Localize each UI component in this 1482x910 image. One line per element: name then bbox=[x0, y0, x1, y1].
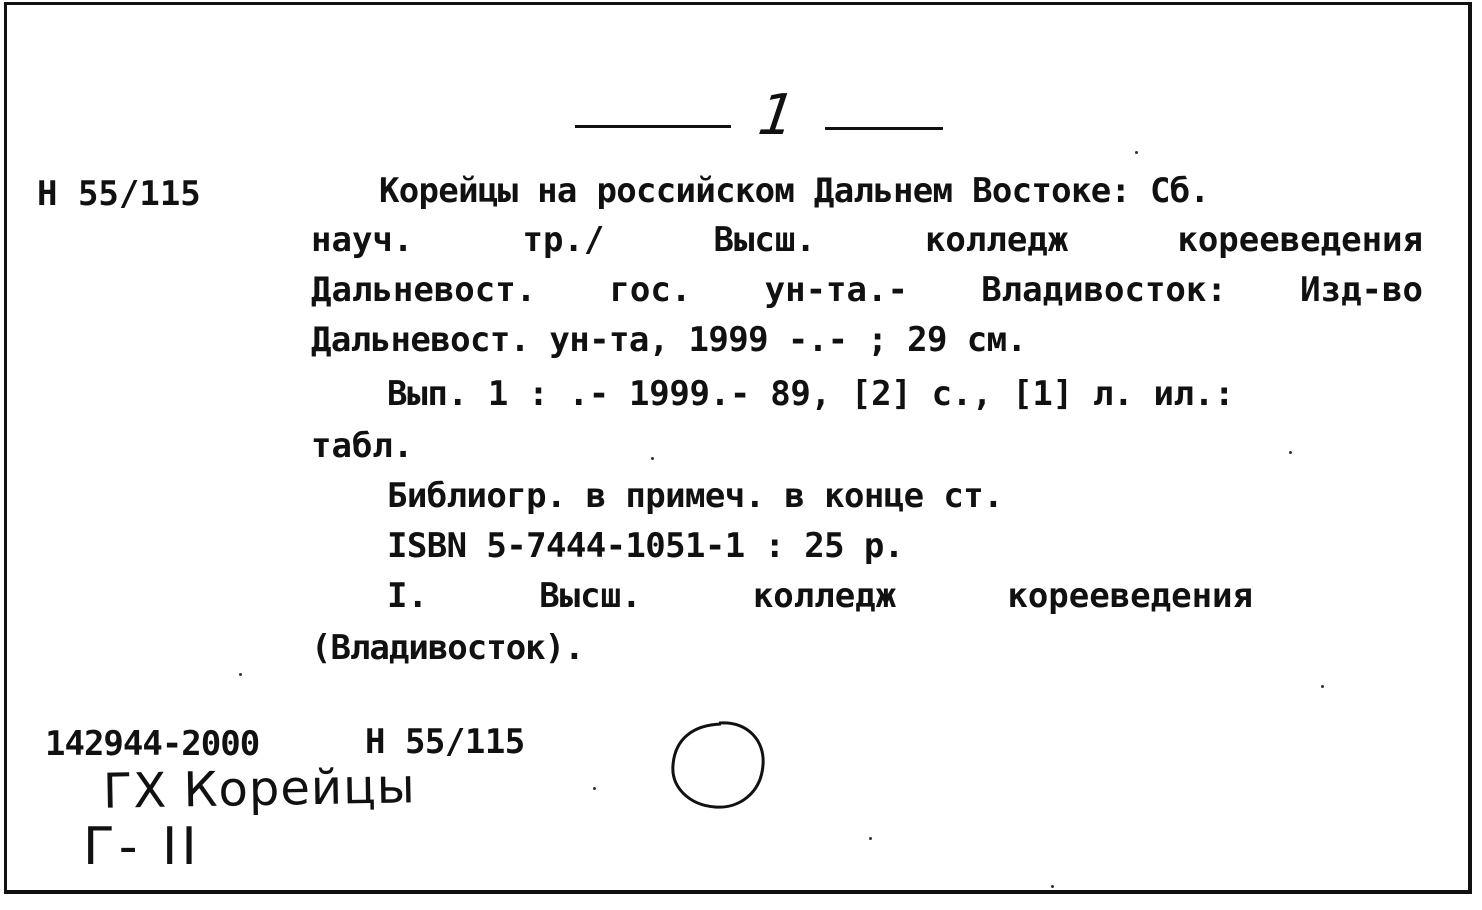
issue-line-1: Вып. 1 : .- 1999.- 89, [2] с., [1] л. ил.: bbox=[387, 374, 1235, 414]
title-line-2-word: колледж bbox=[924, 220, 1069, 260]
speck bbox=[1135, 151, 1138, 154]
added-entry-line-1 bbox=[387, 576, 1253, 616]
card-number: 1 bbox=[754, 83, 800, 148]
title-line-3 bbox=[311, 270, 1423, 310]
issue-line-2: табл. bbox=[311, 426, 414, 466]
title-line-2-word: Высш. bbox=[713, 220, 816, 260]
title-line-1: Корейцы на российском Дальнем Востоке: Сб. bbox=[379, 171, 1210, 211]
speck bbox=[239, 673, 242, 676]
title-line-3-word: гос. bbox=[609, 270, 692, 310]
speck bbox=[1321, 685, 1324, 688]
bibliography-note: Библиогр. в примеч. в конце ст. bbox=[387, 476, 1003, 516]
added-entry-word: I. bbox=[387, 576, 428, 616]
speck bbox=[1289, 451, 1292, 454]
title-line-3-word: Владивосток: bbox=[981, 270, 1227, 310]
title-line-4: Дальневост. ун-та, 1999 -.- ; 29 см. bbox=[311, 320, 1027, 360]
title-line-2-word: корееведения bbox=[1177, 220, 1423, 260]
title-line-2 bbox=[311, 220, 1423, 260]
catalog-card bbox=[4, 2, 1472, 894]
title-line-2-word: тр./ bbox=[522, 220, 605, 260]
title-line-3-word: Дальневост. bbox=[311, 270, 537, 310]
title-line-2-word: науч. bbox=[311, 220, 414, 260]
speck bbox=[651, 457, 654, 460]
accession-number: 142944-2000 bbox=[45, 724, 260, 764]
circle-mark bbox=[663, 715, 775, 815]
added-entry-word: колледж bbox=[752, 576, 897, 616]
handwritten-index: Г- II bbox=[83, 817, 201, 877]
title-line-3-word: ун-та.- bbox=[764, 270, 908, 310]
shelfmark-top: Н 55/115 bbox=[37, 174, 201, 214]
shelfmark-bottom: Н 55/115 bbox=[365, 722, 525, 762]
added-entry-word: корееведения bbox=[1007, 576, 1253, 616]
added-entry-word: Высш. bbox=[539, 576, 642, 616]
handwritten-subject: ГХ Корейцы bbox=[102, 758, 417, 820]
isbn-line: ISBN 5-7444-1051-1 : 25 р. bbox=[387, 526, 904, 566]
added-entry-line-2: (Владивосток). bbox=[311, 628, 584, 668]
number-left-rule bbox=[575, 125, 731, 128]
speck bbox=[869, 837, 872, 840]
speck bbox=[593, 787, 596, 790]
number-right-rule bbox=[825, 127, 943, 130]
title-line-3-word: Изд-во bbox=[1300, 270, 1423, 310]
speck bbox=[1051, 885, 1054, 888]
